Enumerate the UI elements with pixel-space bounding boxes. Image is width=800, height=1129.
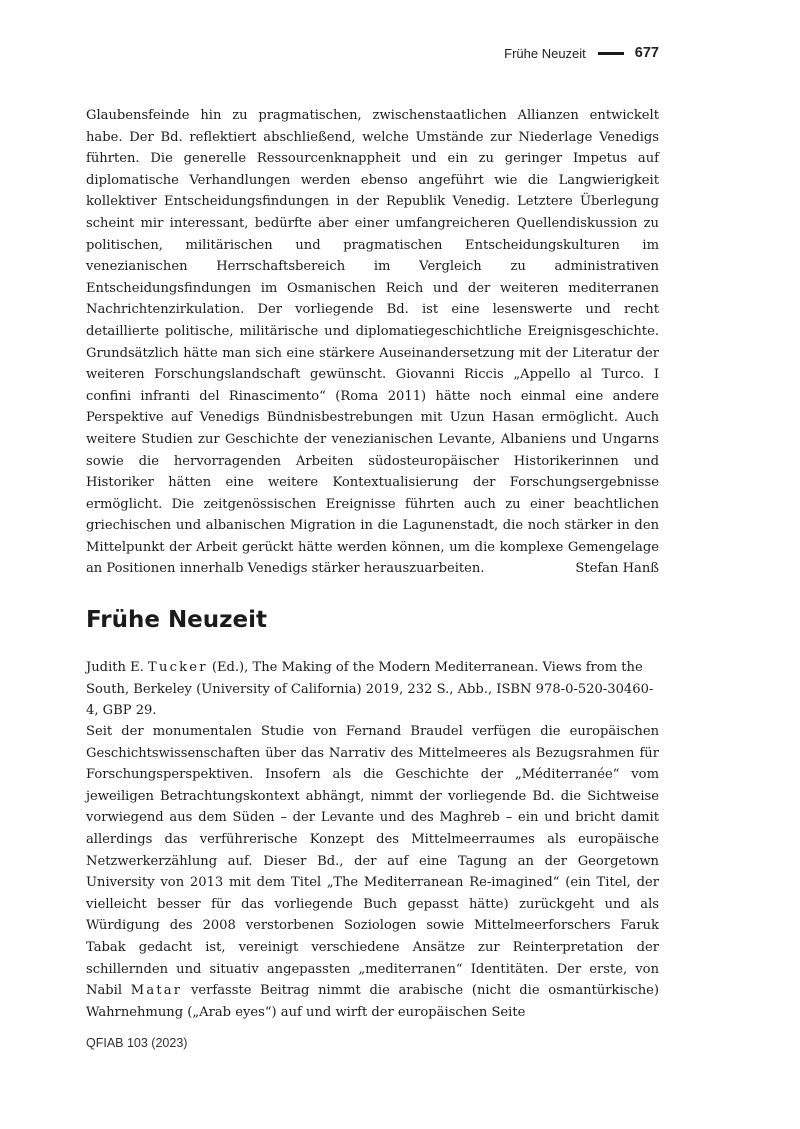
- review-start-paragraph: [86, 721, 659, 1023]
- review-end-paragraph: [86, 105, 659, 580]
- bibliographic-entry: [86, 657, 659, 722]
- review-start-text-b: verfasste Beitrag nimmt die arabische (nicht die osmantürkische) Wahrnehmung („Arab eyes“) auf und wirft der europäischen Seite: [86, 983, 659, 1020]
- reviewer-signature: Stefan Hanß: [575, 561, 659, 577]
- editor-first-name: Judith E.: [86, 660, 144, 675]
- review-start-text-a: Seit der monumentalen Studie von Fernand Braudel verfügen die europäischen Geschichtswissenschaften über das Narrativ des Mittelmeeres als Bezugsrahmen für Forschungsperspektiven. Insofern als die Geschichte der „Méditerranée“ vom jeweiligen Betrachtungskontext abhängt, nimmt der vorliegende Bd. die Sichtweise vorwiegend aus dem Süden – der Levante und des Maghreb – ein und bricht damit allerdings das verführerische Konzept des Mittelmeerraumes als europäische Netzwerkerzählung auf. Dieser Bd., der auf eine Tagung an der Georgetown University von 2013 mit dem Titel „The Mediterranean Re-imagined“ (ein Titel, der vielleicht besser für das vorliegende Buch gepasst hätte) zurückgeht und als Würdigung des 2008 verstorbenen Soziologen sowie Mittelmeerforschers Faruk Tabak gedacht ist, vereinigt verschiedene Ansätze zur Reinterpretation der schillernden und situativ angepassten „mediterranen“ Identitäten. Der erste, von Nabil: [86, 724, 659, 999]
- editor-last-name: Tucker: [148, 660, 208, 675]
- book-details: (Ed.), The Making of the Modern Mediterranean. Views from the South, Berkeley (University of California) 2019, 232 S., Abb., ISBN 978-0-520-30460-4, GBP 29.: [86, 660, 654, 719]
- journal-footer: QFIAB 103 (2023): [86, 1036, 188, 1050]
- contributor-name: Matar: [130, 983, 183, 999]
- header-rule: [598, 52, 624, 55]
- review-end-text: Glaubensfeinde hin zu pragmatischen, zwischenstaatlichen Allianzen entwickelt habe. Der Bd. reflektiert abschließend, welche Umstände zur Niederlage Venedigs führten. Die generelle Ressourcenknappheit und ein zu geringer Impetus auf diplomatische Verhandlungen werden ebenso angeführt wie die Langwierigkeit kollektiver Entscheidungsfindungen in der Republik Venedig. Letztere Überlegung scheint mir interessant, bedürfte aber einer umfangreicheren Quellendiskussion zu politischen, militärischen und pragmatischen Entscheidungskulturen im venezianischen Herrschaftsbereich im Vergleich zu administrativen Entscheidungsfindungen im Osmanischen Reich und der weiteren mediterranen Nachrichtenzirkulation. Der vorliegende Bd. ist eine lesenswerte und recht detaillierte politische, militärische und diplomatiegeschichtliche Ereignisgeschichte. Grundsätzlich hätte man sich eine stärkere Auseinandersetzung mit der Literatur der weiteren Forschungslandschaft gewünscht. Giovanni Riccis „Appello al Turco. I confini infranti del Rinascimento“ (Roma 2011) hätte noch einmal eine andere Perspektive auf Venedigs Bündnisbestrebungen mit Uzun Hasan ermöglicht. Auch weitere Studien zur Geschichte der venezianischen Levante, Albaniens und Ungarns sowie die hervorragenden Arbeiten südosteuropäischer Historikerinnen und Historiker hätten eine weitere Kontextualisierung der Forschungsergebnisse ermöglicht. Die zeitgenössischen Ereignisse führten auch zu einer beachtlichen griechischen und albanischen Migration in die Lagunenstadt, die noch stärker in den Mittelpunkt der Arbeit gerückt hätte werden können, um die komplexe Gemengelage an Positionen innerhalb Venedigs stärker herauszuarbeiten.: [86, 108, 659, 577]
- running-title: Frühe Neuzeit: [504, 45, 586, 61]
- page-number: 677: [634, 45, 659, 61]
- running-header: [504, 42, 659, 64]
- section-heading: Frühe Neuzeit: [86, 607, 268, 633]
